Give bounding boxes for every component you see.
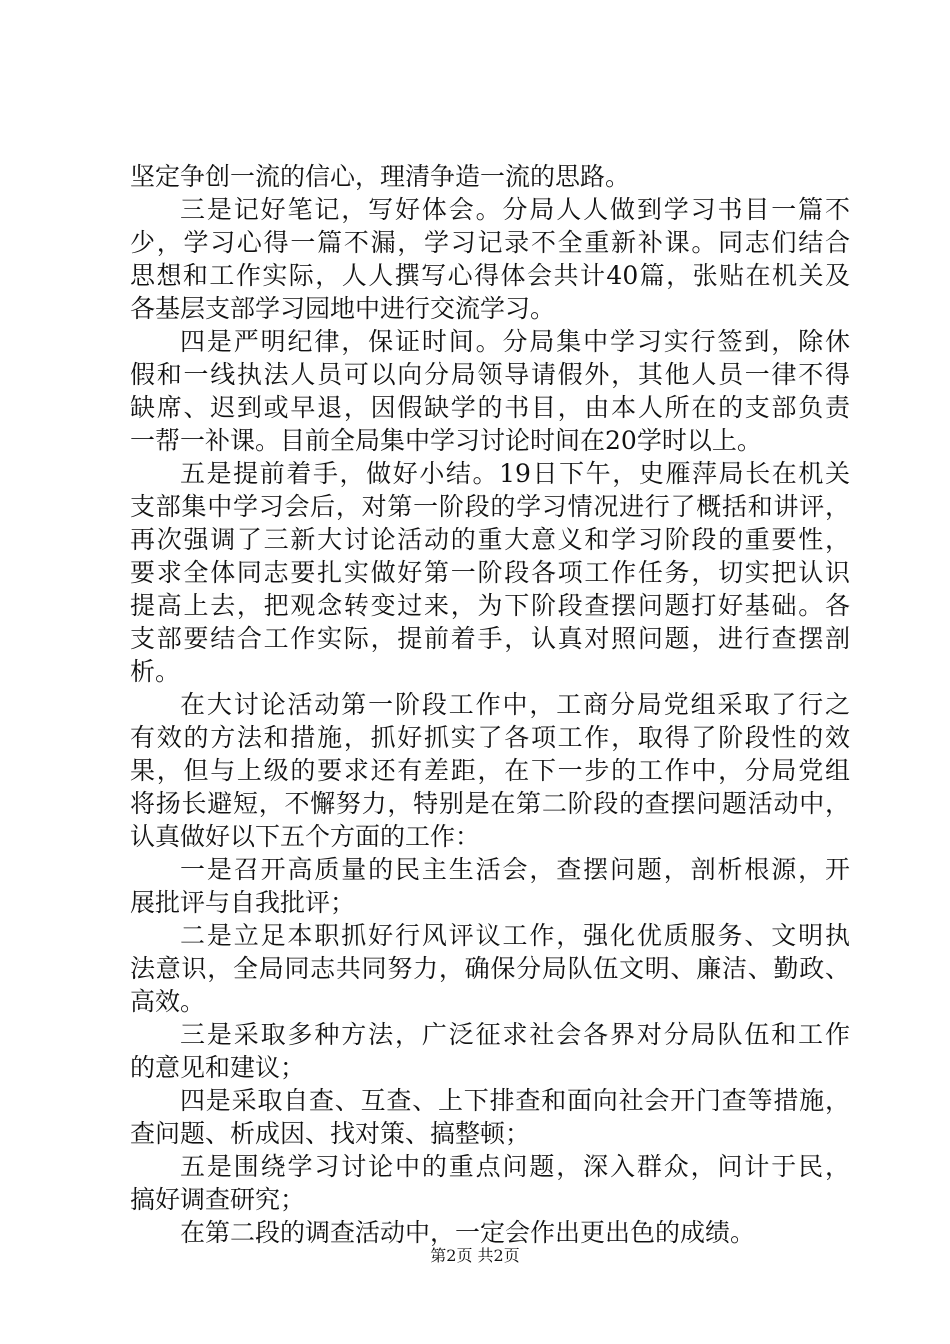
- paragraph-line: 法意识，全局同志共同努力，确保分局队伍文明、廉洁、勤政、: [130, 954, 850, 983]
- paragraph-line: 五是提前着手，做好小结。19日下午，史雁萍局长在机关: [180, 459, 850, 488]
- paragraph-line: 析。: [130, 657, 181, 686]
- paragraph-line: 将扬长避短，不懈努力，特别是在第二阶段的查摆问题活动中，: [130, 789, 850, 818]
- paragraph-line: 思想和工作实际，人人撰写心得体会共计40篇，张贴在机关及: [130, 261, 850, 290]
- paragraph-line: 要求全体同志要扎实做好第一阶段各项工作任务，切实把认识: [130, 558, 850, 587]
- paragraph-line: 一是召开高质量的民主生活会，查摆问题，剖析根源，开: [180, 855, 850, 884]
- paragraph-line: 四是严明纪律，保证时间。分局集中学习实行签到，除休: [180, 327, 850, 356]
- paragraph-line: 二是立足本职抓好行风评议工作，强化优质服务、文明执: [180, 921, 850, 950]
- paragraph-line: 三是采取多种方法，广泛征求社会各界对分局队伍和工作: [180, 1020, 850, 1049]
- paragraph-line: 五是围绕学习讨论中的重点问题，深入群众，问计于民，: [180, 1152, 850, 1181]
- paragraph-line: 展批评与自我批评；: [130, 888, 356, 917]
- paragraph-line: 四是采取自查、互查、上下排查和面向社会开门查等措施，: [180, 1086, 850, 1115]
- paragraph-line: 在第二段的调查活动中，一定会作出更出色的成绩。: [180, 1218, 756, 1247]
- paragraph-line: 提高上去，把观念转变过来，为下阶段查摆问题打好基础。各: [130, 591, 850, 620]
- page-footer: 第2页 共2页: [430, 1246, 520, 1265]
- paragraph-line: 查问题、析成因、找对策、搞整顿；: [130, 1119, 531, 1148]
- paragraph-line: 的意见和建议；: [130, 1053, 306, 1082]
- paragraph-line: 支部要结合工作实际，提前着手，认真对照问题，进行查摆剖: [130, 624, 850, 653]
- paragraph-line: 再次强调了三新大讨论活动的重大意义和学习阶段的重要性，: [130, 525, 850, 554]
- paragraph-line: 高效。: [130, 987, 206, 1016]
- paragraph-line: 支部集中学习会后，对第一阶段的学习情况进行了概括和讲评，: [130, 492, 850, 521]
- document-body: [130, 160, 850, 1249]
- paragraph-line: 果，但与上级的要求还有差距，在下一步的工作中，分局党组: [130, 756, 850, 785]
- paragraph-line: 坚定争创一流的信心，理清争造一流的思路。: [130, 162, 631, 191]
- paragraph-line: 在大讨论活动第一阶段工作中，工商分局党组采取了行之: [180, 690, 850, 719]
- paragraph-line: 搞好调查研究；: [130, 1185, 306, 1214]
- paragraph-line: 少，学习心得一篇不漏，学习记录不全重新补课。同志们结合: [130, 228, 850, 257]
- paragraph-line: 各基层支部学习园地中进行交流学习。: [130, 294, 556, 323]
- paragraph-line: 假和一线执法人员可以向分局领导请假外，其他人员一律不得: [130, 360, 850, 389]
- paragraph-line: 有效的方法和措施，抓好抓实了各项工作，取得了阶段性的效: [130, 723, 850, 752]
- paragraph-line: 认真做好以下五个方面的工作：: [130, 822, 481, 851]
- paragraph-line: 缺席、迟到或早退，因假缺学的书目，由本人所在的支部负责: [130, 393, 850, 422]
- paragraph-line: 一帮一补课。目前全局集中学习讨论时间在20学时以上。: [130, 426, 762, 455]
- paragraph-line: 三是记好笔记，写好体会。分局人人做到学习书目一篇不: [180, 195, 850, 224]
